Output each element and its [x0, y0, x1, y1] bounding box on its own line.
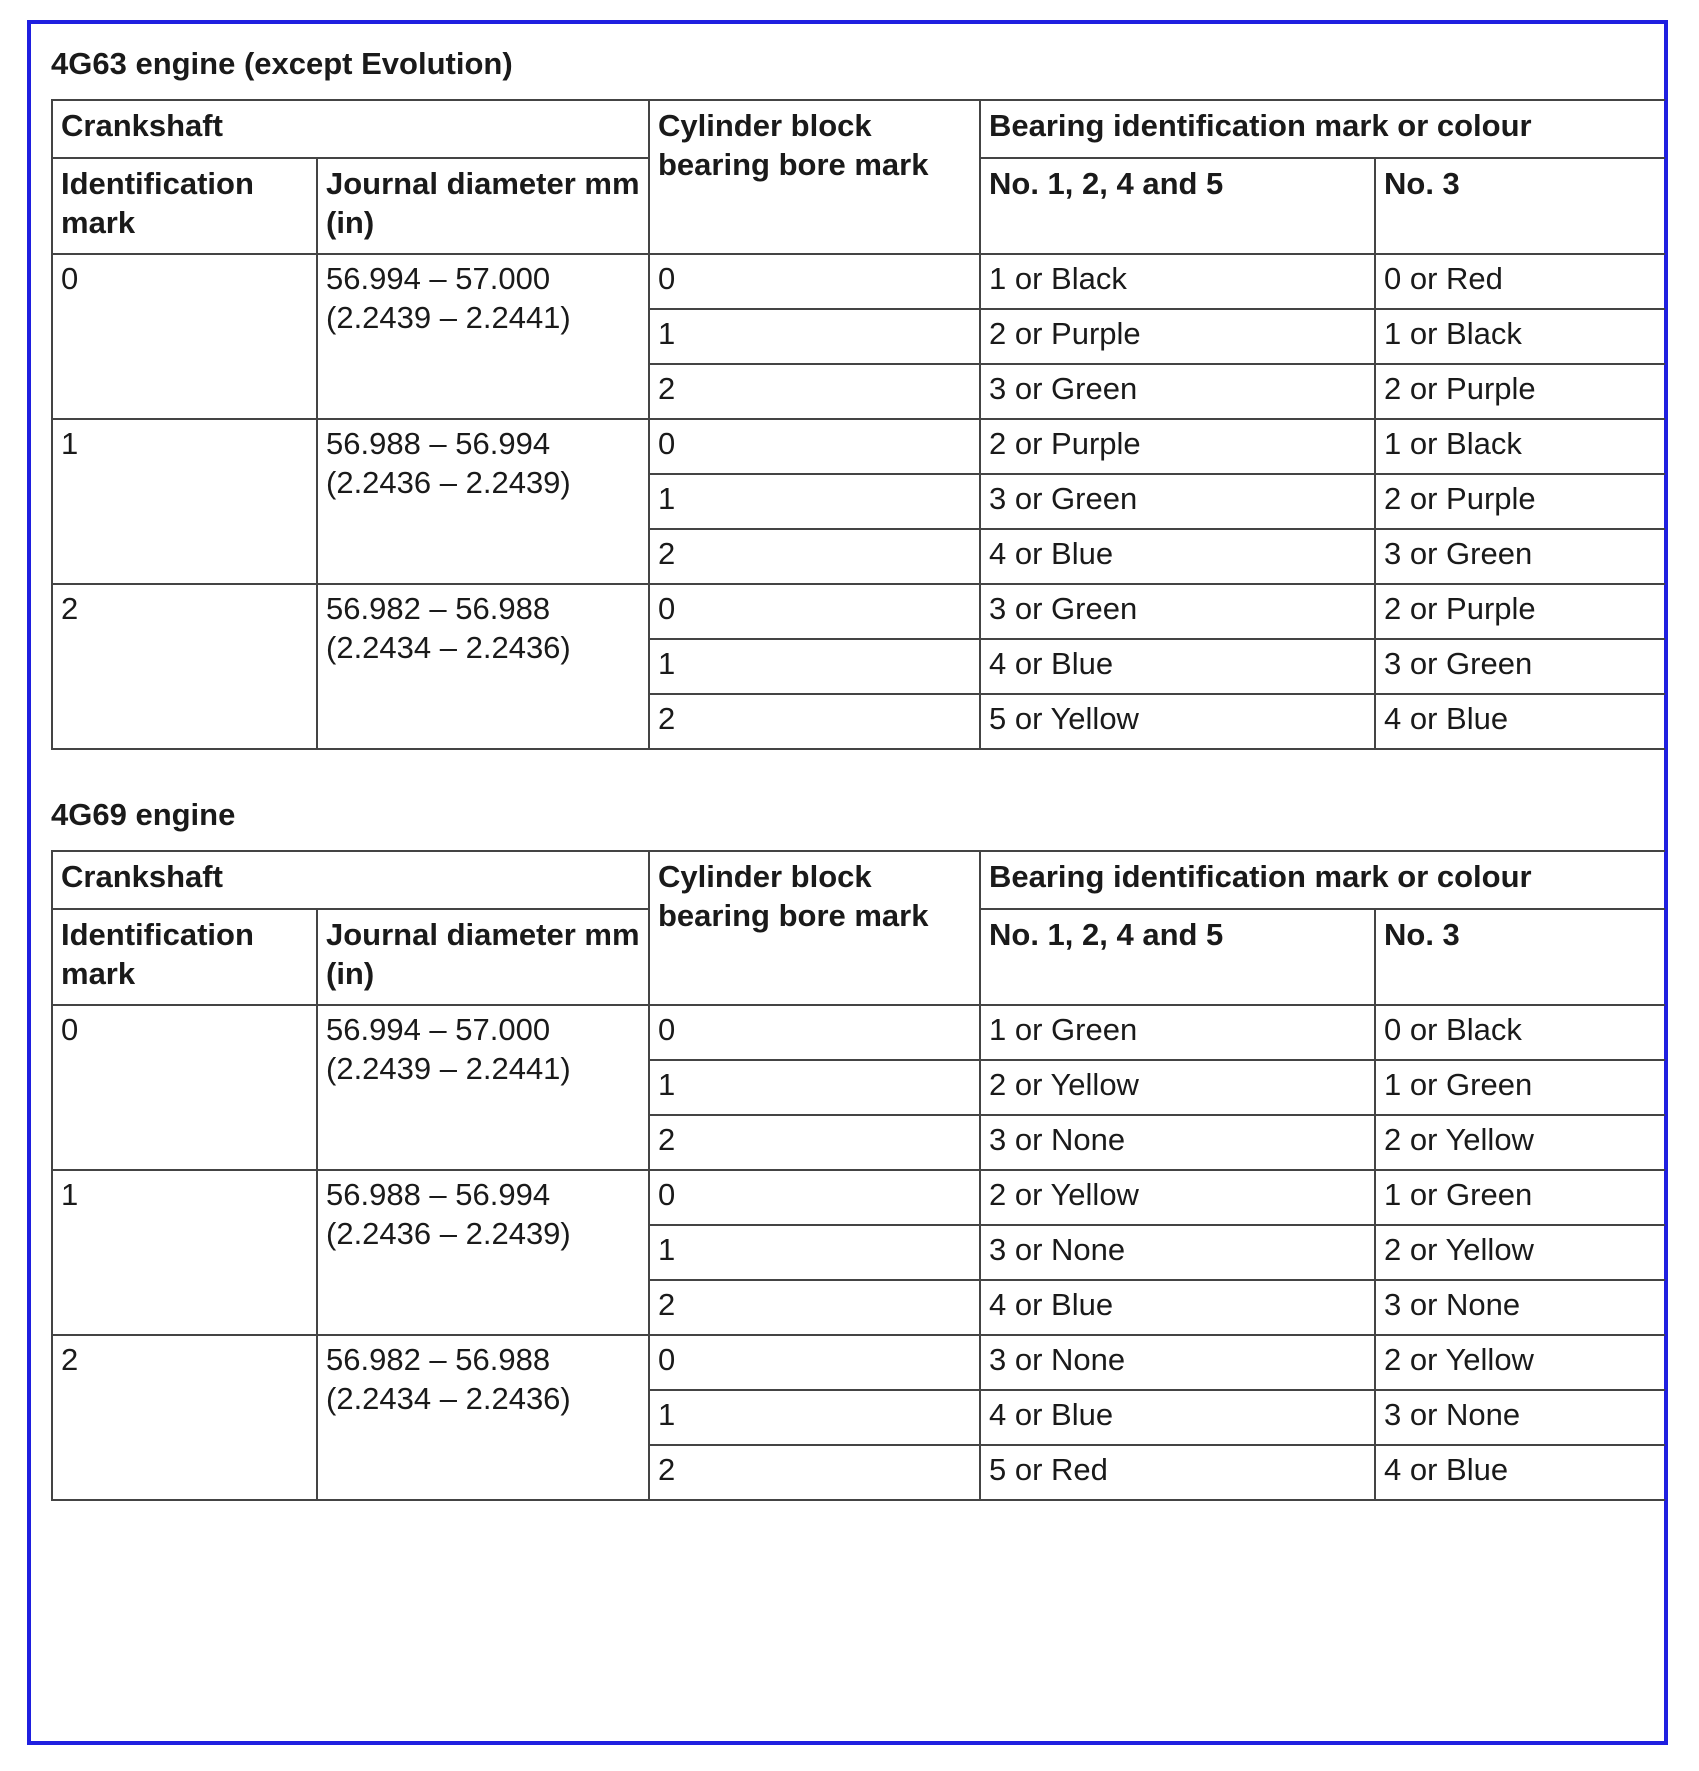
bore-mark-cell: 2 [649, 1445, 980, 1500]
header-identification-mark: Identification mark [52, 909, 317, 1005]
bearing-3-cell: 4 or Blue [1375, 1445, 1665, 1500]
journal-diameter-cell: 56.982 – 56.988 (2.2434 – 2.2436) [317, 584, 649, 749]
bore-mark-cell: 2 [649, 364, 980, 419]
bearing-selection-table [51, 99, 1665, 750]
bearing-1245-cell: 2 or Yellow [980, 1170, 1375, 1225]
journal-diameter-cell: 56.982 – 56.988 (2.2434 – 2.2436) [317, 1335, 649, 1500]
bore-mark-cell: 0 [649, 254, 980, 309]
header-cylinder-block: Cylinder block bearing bore mark [649, 851, 980, 1005]
header-bearing-id: Bearing identification mark or colour [980, 100, 1665, 158]
header-cylinder-block: Cylinder block bearing bore mark [649, 100, 980, 254]
journal-diameter-cell: 56.994 – 57.000 (2.2439 – 2.2441) [317, 254, 649, 419]
bearing-1245-cell: 2 or Purple [980, 419, 1375, 474]
bearing-3-cell: 1 or Green [1375, 1060, 1665, 1115]
bore-mark-cell: 2 [649, 1115, 980, 1170]
bearing-1245-cell: 1 or Green [980, 1005, 1375, 1060]
bearing-1245-cell: 3 or Green [980, 364, 1375, 419]
bearing-3-cell: 4 or Blue [1375, 694, 1665, 749]
header-journal-diameter: Journal diameter mm (in) [317, 909, 649, 1005]
bore-mark-cell: 1 [649, 309, 980, 364]
bearing-3-cell: 2 or Purple [1375, 364, 1665, 419]
crankshaft-id-cell: 0 [52, 1005, 317, 1170]
bearing-3-cell: 0 or Red [1375, 254, 1665, 309]
bearing-3-cell: 1 or Green [1375, 1170, 1665, 1225]
bearing-3-cell: 3 or Green [1375, 639, 1665, 694]
bore-mark-cell: 1 [649, 1225, 980, 1280]
bore-mark-cell: 1 [649, 474, 980, 529]
bearing-1245-cell: 4 or Blue [980, 639, 1375, 694]
table-title: 4G63 engine (except Evolution) [51, 46, 513, 81]
table-title: 4G69 engine [51, 797, 236, 832]
bearing-3-cell: 3 or None [1375, 1390, 1665, 1445]
header-no-1245: No. 1, 2, 4 and 5 [980, 158, 1375, 254]
bore-mark-cell: 1 [649, 1390, 980, 1445]
bore-mark-cell: 0 [649, 1335, 980, 1390]
bearing-1245-cell: 2 or Yellow [980, 1060, 1375, 1115]
bore-mark-cell: 0 [649, 584, 980, 639]
header-journal-diameter: Journal diameter mm (in) [317, 158, 649, 254]
bore-mark-cell: 0 [649, 419, 980, 474]
bore-mark-cell: 2 [649, 529, 980, 584]
crankshaft-id-cell: 2 [52, 584, 317, 749]
header-no-3: No. 3 [1375, 158, 1665, 254]
bore-mark-cell: 1 [649, 1060, 980, 1115]
bearing-3-cell: 0 or Black [1375, 1005, 1665, 1060]
bearing-1245-cell: 4 or Blue [980, 529, 1375, 584]
journal-diameter-cell: 56.988 – 56.994 (2.2436 – 2.2439) [317, 1170, 649, 1335]
header-crankshaft: Crankshaft [52, 851, 649, 909]
bearing-1245-cell: 1 or Black [980, 254, 1375, 309]
table-row [52, 1335, 1665, 1390]
bearing-1245-cell: 5 or Red [980, 1445, 1375, 1500]
bearing-1245-cell: 3 or None [980, 1335, 1375, 1390]
bearing-3-cell: 2 or Yellow [1375, 1335, 1665, 1390]
bore-mark-cell: 1 [649, 639, 980, 694]
bearing-3-cell: 3 or Green [1375, 529, 1665, 584]
crankshaft-id-cell: 0 [52, 254, 317, 419]
bearing-3-cell: 1 or Black [1375, 309, 1665, 364]
bearing-3-cell: 2 or Yellow [1375, 1115, 1665, 1170]
bore-mark-cell: 2 [649, 694, 980, 749]
bearing-3-cell: 2 or Purple [1375, 474, 1665, 529]
table-row [52, 1170, 1665, 1225]
journal-diameter-cell: 56.988 – 56.994 (2.2436 – 2.2439) [317, 419, 649, 584]
bearing-1245-cell: 2 or Purple [980, 309, 1375, 364]
crankshaft-id-cell: 1 [52, 1170, 317, 1335]
header-no-1245: No. 1, 2, 4 and 5 [980, 909, 1375, 1005]
header-bearing-id: Bearing identification mark or colour [980, 851, 1665, 909]
table-row [52, 254, 1665, 309]
bore-mark-cell: 0 [649, 1170, 980, 1225]
bearing-selection-table [51, 850, 1665, 1501]
table-row [52, 584, 1665, 639]
journal-diameter-cell: 56.994 – 57.000 (2.2439 – 2.2441) [317, 1005, 649, 1170]
bearing-1245-cell: 3 or None [980, 1115, 1375, 1170]
bearing-3-cell: 2 or Yellow [1375, 1225, 1665, 1280]
bearing-3-cell: 1 or Black [1375, 419, 1665, 474]
crankshaft-id-cell: 2 [52, 1335, 317, 1500]
bearing-1245-cell: 3 or Green [980, 474, 1375, 529]
table-row [52, 1005, 1665, 1060]
bearing-1245-cell: 4 or Blue [980, 1390, 1375, 1445]
bearing-3-cell: 2 or Purple [1375, 584, 1665, 639]
header-no-3: No. 3 [1375, 909, 1665, 1005]
bore-mark-cell: 2 [649, 1280, 980, 1335]
bearing-1245-cell: 4 or Blue [980, 1280, 1375, 1335]
header-crankshaft: Crankshaft [52, 100, 649, 158]
bearing-1245-cell: 5 or Yellow [980, 694, 1375, 749]
bearing-1245-cell: 3 or None [980, 1225, 1375, 1280]
bore-mark-cell: 0 [649, 1005, 980, 1060]
table-row [52, 419, 1665, 474]
bearing-3-cell: 3 or None [1375, 1280, 1665, 1335]
bearing-1245-cell: 3 or Green [980, 584, 1375, 639]
crankshaft-id-cell: 1 [52, 419, 317, 584]
header-identification-mark: Identification mark [52, 158, 317, 254]
